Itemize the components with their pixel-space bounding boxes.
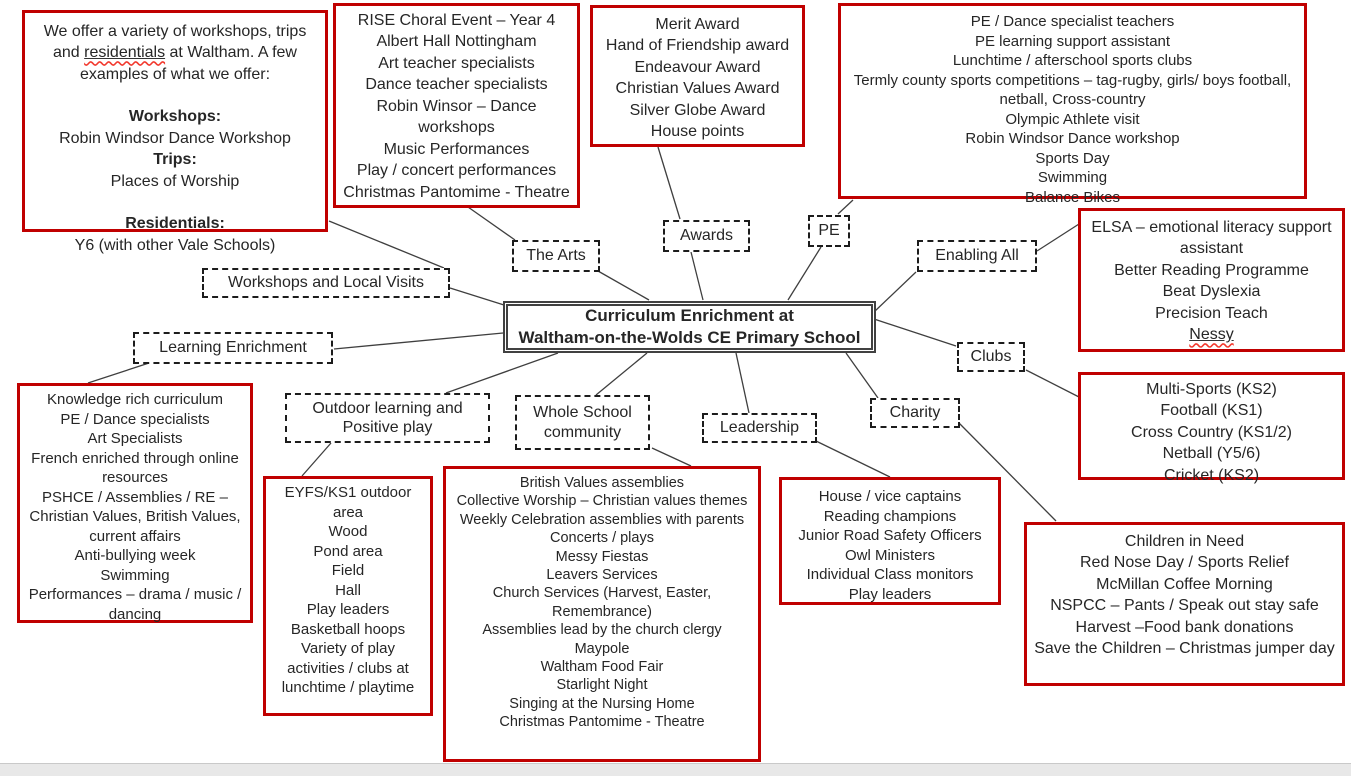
- misspelled-word: residentials: [84, 44, 166, 62]
- text-line: PE learning support assistant: [974, 32, 1171, 50]
- category-label-awards: [663, 220, 750, 252]
- text-line: Individual Class monitors: [806, 566, 974, 583]
- text-line: Merit Award: [655, 16, 740, 33]
- connector-line: [596, 353, 647, 395]
- workshops-section: [30, 106, 320, 149]
- text-line: Reading champions: [823, 507, 957, 525]
- category-label-text: PE: [818, 222, 840, 240]
- text-line: Christmas Pantomime - Theatre: [343, 183, 570, 201]
- connector-line: [652, 448, 691, 466]
- text-line: Red Nose Day / Sports Relief: [1080, 554, 1289, 572]
- text-line: Swimming: [100, 566, 170, 584]
- text-line: Dance teacher specialists: [365, 76, 548, 94]
- text-line: Robin Winsor – Dance workshops: [376, 97, 537, 137]
- text-line: Collective Worship – Christian values themes: [456, 493, 748, 510]
- category-label-text: Learning Enrichment: [159, 339, 307, 357]
- connector-line: [329, 221, 444, 268]
- connector-line: [302, 443, 331, 476]
- text-line: Save the Children – Christmas jumper day: [1034, 640, 1335, 658]
- underlined-word: [84, 44, 165, 61]
- text-line: Robin Windsor Dance workshop: [965, 130, 1180, 147]
- category-label-enabling-all: [917, 240, 1037, 272]
- text-line: House / vice captains: [818, 488, 962, 505]
- section-item: Y6 (with other Vale Schools): [74, 236, 276, 254]
- center-title-box: [503, 301, 876, 353]
- window-bottom-strip: [0, 763, 1351, 776]
- category-label-leadership: [702, 413, 817, 443]
- text-line: Better Reading Programme: [1114, 261, 1309, 279]
- category-label-text: Clubs: [970, 348, 1012, 366]
- text-line: McMillan Coffee Morning: [1096, 575, 1273, 593]
- text-line: Church Services (Harvest, Easter, Remembrance): [492, 585, 712, 620]
- center-title-line1: Curriculum Enrichment at: [585, 305, 794, 325]
- detail-box-awards: [590, 5, 805, 147]
- intro-post: at Waltham. A few examples of what we offer:: [79, 44, 297, 83]
- center-title-line2: Waltham-on-the-Wolds CE Primary School: [518, 328, 861, 347]
- text-line: Cross Country (KS1/2): [1131, 423, 1292, 441]
- category-label-text: The Arts: [526, 247, 586, 265]
- detail-box-workshops-trips-residentials: [22, 10, 328, 254]
- category-label-the-arts: [512, 240, 600, 272]
- text-line: Singing at the Nursing Home: [509, 695, 695, 712]
- text-line: Precision Teach: [1155, 304, 1268, 322]
- text-line: Owl Ministers: [844, 546, 935, 564]
- detail-box-pe: [838, 3, 1307, 206]
- detail-box-the-arts: [333, 3, 580, 208]
- text-line: Basketball hoops: [290, 620, 406, 638]
- misspelled-word: Nessy: [1189, 326, 1234, 344]
- misspelled-line: [1086, 324, 1337, 345]
- category-label-text: Workshops and Local Visits: [228, 274, 424, 292]
- text-line: ELSA – emotional literacy support assistant: [1091, 219, 1332, 258]
- connector-line: [1037, 224, 1079, 251]
- category-label-text: Leadership: [719, 419, 800, 437]
- connector-line: [874, 272, 916, 312]
- connector-line: [736, 353, 749, 413]
- detail-box-enabling-all: [1078, 208, 1345, 352]
- category-label-text: Outdoor learning and Positive play: [312, 399, 463, 436]
- connector-line: [598, 271, 649, 300]
- trips-section: [30, 149, 320, 192]
- category-label-clubs: [957, 342, 1025, 372]
- text-line: Concerts / plays: [550, 530, 654, 547]
- connector-line: [468, 207, 515, 240]
- text-line: Hand of Friendship award: [605, 37, 790, 55]
- enabling-all-lines: [1086, 217, 1337, 324]
- category-label-outdoor-play: [285, 393, 490, 443]
- text-line: Endeavour Award: [634, 58, 761, 76]
- detail-box-charity: [1024, 522, 1345, 686]
- connector-line: [88, 363, 149, 383]
- detail-box-leadership: [779, 477, 1001, 605]
- residentials-section: [30, 213, 320, 256]
- category-label-text: Charity: [889, 404, 941, 422]
- text-line: Field: [331, 562, 365, 579]
- text-line: Multi-Sports (KS2): [1146, 381, 1277, 398]
- text-line: Play leaders: [306, 601, 390, 618]
- connector-line: [658, 147, 680, 219]
- category-label-text: Awards: [679, 227, 734, 245]
- text-line: Swimming: [1037, 169, 1108, 186]
- text-line: British Values assemblies: [519, 475, 685, 491]
- text-line: Variety of play activities / clubs at lunchtime / playtime: [281, 640, 415, 696]
- section-heading: Residentials:: [125, 215, 225, 233]
- detail-box-clubs: [1078, 372, 1345, 484]
- detail-box-outdoor-play: [263, 476, 433, 716]
- category-label-whole-school: [515, 395, 650, 450]
- text-line: Messy Fiestas: [555, 548, 649, 565]
- text-line: Silver Globe Award: [629, 101, 766, 119]
- text-line: Wood: [328, 523, 368, 540]
- category-label-workshops-visits: [202, 268, 450, 298]
- text-line: Netball (Y5/6): [1162, 445, 1261, 463]
- intro-text: [30, 21, 320, 85]
- category-label-charity: [870, 398, 960, 428]
- connector-line: [874, 319, 956, 346]
- text-line: Christian Values Award: [615, 80, 780, 98]
- connector-line: [691, 252, 703, 300]
- text-line: Assemblies lead by the church clergy: [482, 622, 722, 639]
- category-label-learning-enrichment: [133, 332, 333, 364]
- text-line: RISE Choral Event – Year 4: [357, 12, 556, 29]
- text-line: Art teacher specialists: [378, 54, 535, 72]
- section-item: Robin Windsor Dance Workshop: [59, 129, 291, 147]
- text-line: Hall: [335, 581, 361, 599]
- connector-line: [846, 353, 878, 398]
- text-line: Weekly Celebration assemblies with parents: [459, 511, 745, 528]
- text-line: Art Specialists: [87, 430, 183, 447]
- text-line: Beat Dyslexia: [1162, 283, 1261, 301]
- category-label-text: Enabling All: [935, 247, 1019, 265]
- text-line: House points: [650, 123, 745, 141]
- text-line: Children in Need: [1124, 533, 1245, 550]
- text-line: Football (KS1): [1160, 402, 1263, 420]
- text-line: Olympic Athlete visit: [1005, 110, 1140, 128]
- text-line: Christmas Pantomime - Theatre: [499, 714, 705, 731]
- text-line: Waltham Food Fair: [540, 659, 664, 676]
- text-line: Music Performances: [383, 140, 530, 158]
- text-line: Termly county sports competitions – tag-rugby, girls/ boys football, netball, Cross-country: [853, 71, 1292, 108]
- text-line: EYFS/KS1 outdoor area: [284, 484, 412, 521]
- text-line: Junior Road Safety Officers: [798, 527, 982, 544]
- text-line: Sports Day: [1035, 149, 1110, 167]
- text-line: Lunchtime / afterschool sports clubs: [952, 52, 1193, 69]
- intro-pre: We offer a variety of workshops, trips and: [43, 23, 307, 62]
- category-label-text: Whole School community: [533, 404, 632, 441]
- text-line: Play / concert performances: [356, 162, 557, 180]
- text-line: Albert Hall Nottingham: [376, 33, 537, 51]
- text-line: NSPCC – Pants / Speak out stay safe: [1050, 597, 1319, 615]
- text-line: Play leaders: [848, 585, 932, 603]
- text-line: PE / Dance specialists: [60, 410, 210, 428]
- text-line: Harvest –Food bank donations: [1075, 618, 1294, 636]
- text-line: Maypole: [574, 640, 630, 657]
- section-heading: Workshops:: [128, 108, 222, 126]
- section-item: Places of Worship: [110, 172, 240, 190]
- text-line: PSHCE / Assemblies / RE – Christian Values, British Values, current affairs: [29, 488, 241, 545]
- category-label-pe: [808, 215, 850, 247]
- connector-line: [450, 288, 504, 305]
- connector-line: [816, 441, 890, 477]
- section-heading: Trips:: [153, 151, 197, 169]
- text-line: Balance Bikes: [1024, 188, 1121, 206]
- text-line: Performances – drama / music / dancing: [28, 586, 242, 623]
- text-line: Leavers Services: [546, 567, 658, 584]
- text-line: PE / Dance specialist teachers: [970, 13, 1175, 30]
- text-line: Starlight Night: [556, 677, 648, 694]
- connector-line: [446, 353, 558, 393]
- text-line: French enriched through online resources: [31, 449, 239, 486]
- text-line: Cricket (KS2): [1163, 466, 1260, 484]
- text-line: Pond area: [313, 542, 383, 560]
- text-line: Anti-bullying week: [74, 547, 196, 564]
- detail-box-learning-enrichment: [17, 383, 253, 623]
- connector-line: [334, 333, 503, 349]
- connector-line: [1026, 370, 1079, 397]
- connector-line: [788, 247, 821, 300]
- detail-box-whole-school: [443, 466, 761, 762]
- text-line: Knowledge rich curriculum: [47, 391, 223, 408]
